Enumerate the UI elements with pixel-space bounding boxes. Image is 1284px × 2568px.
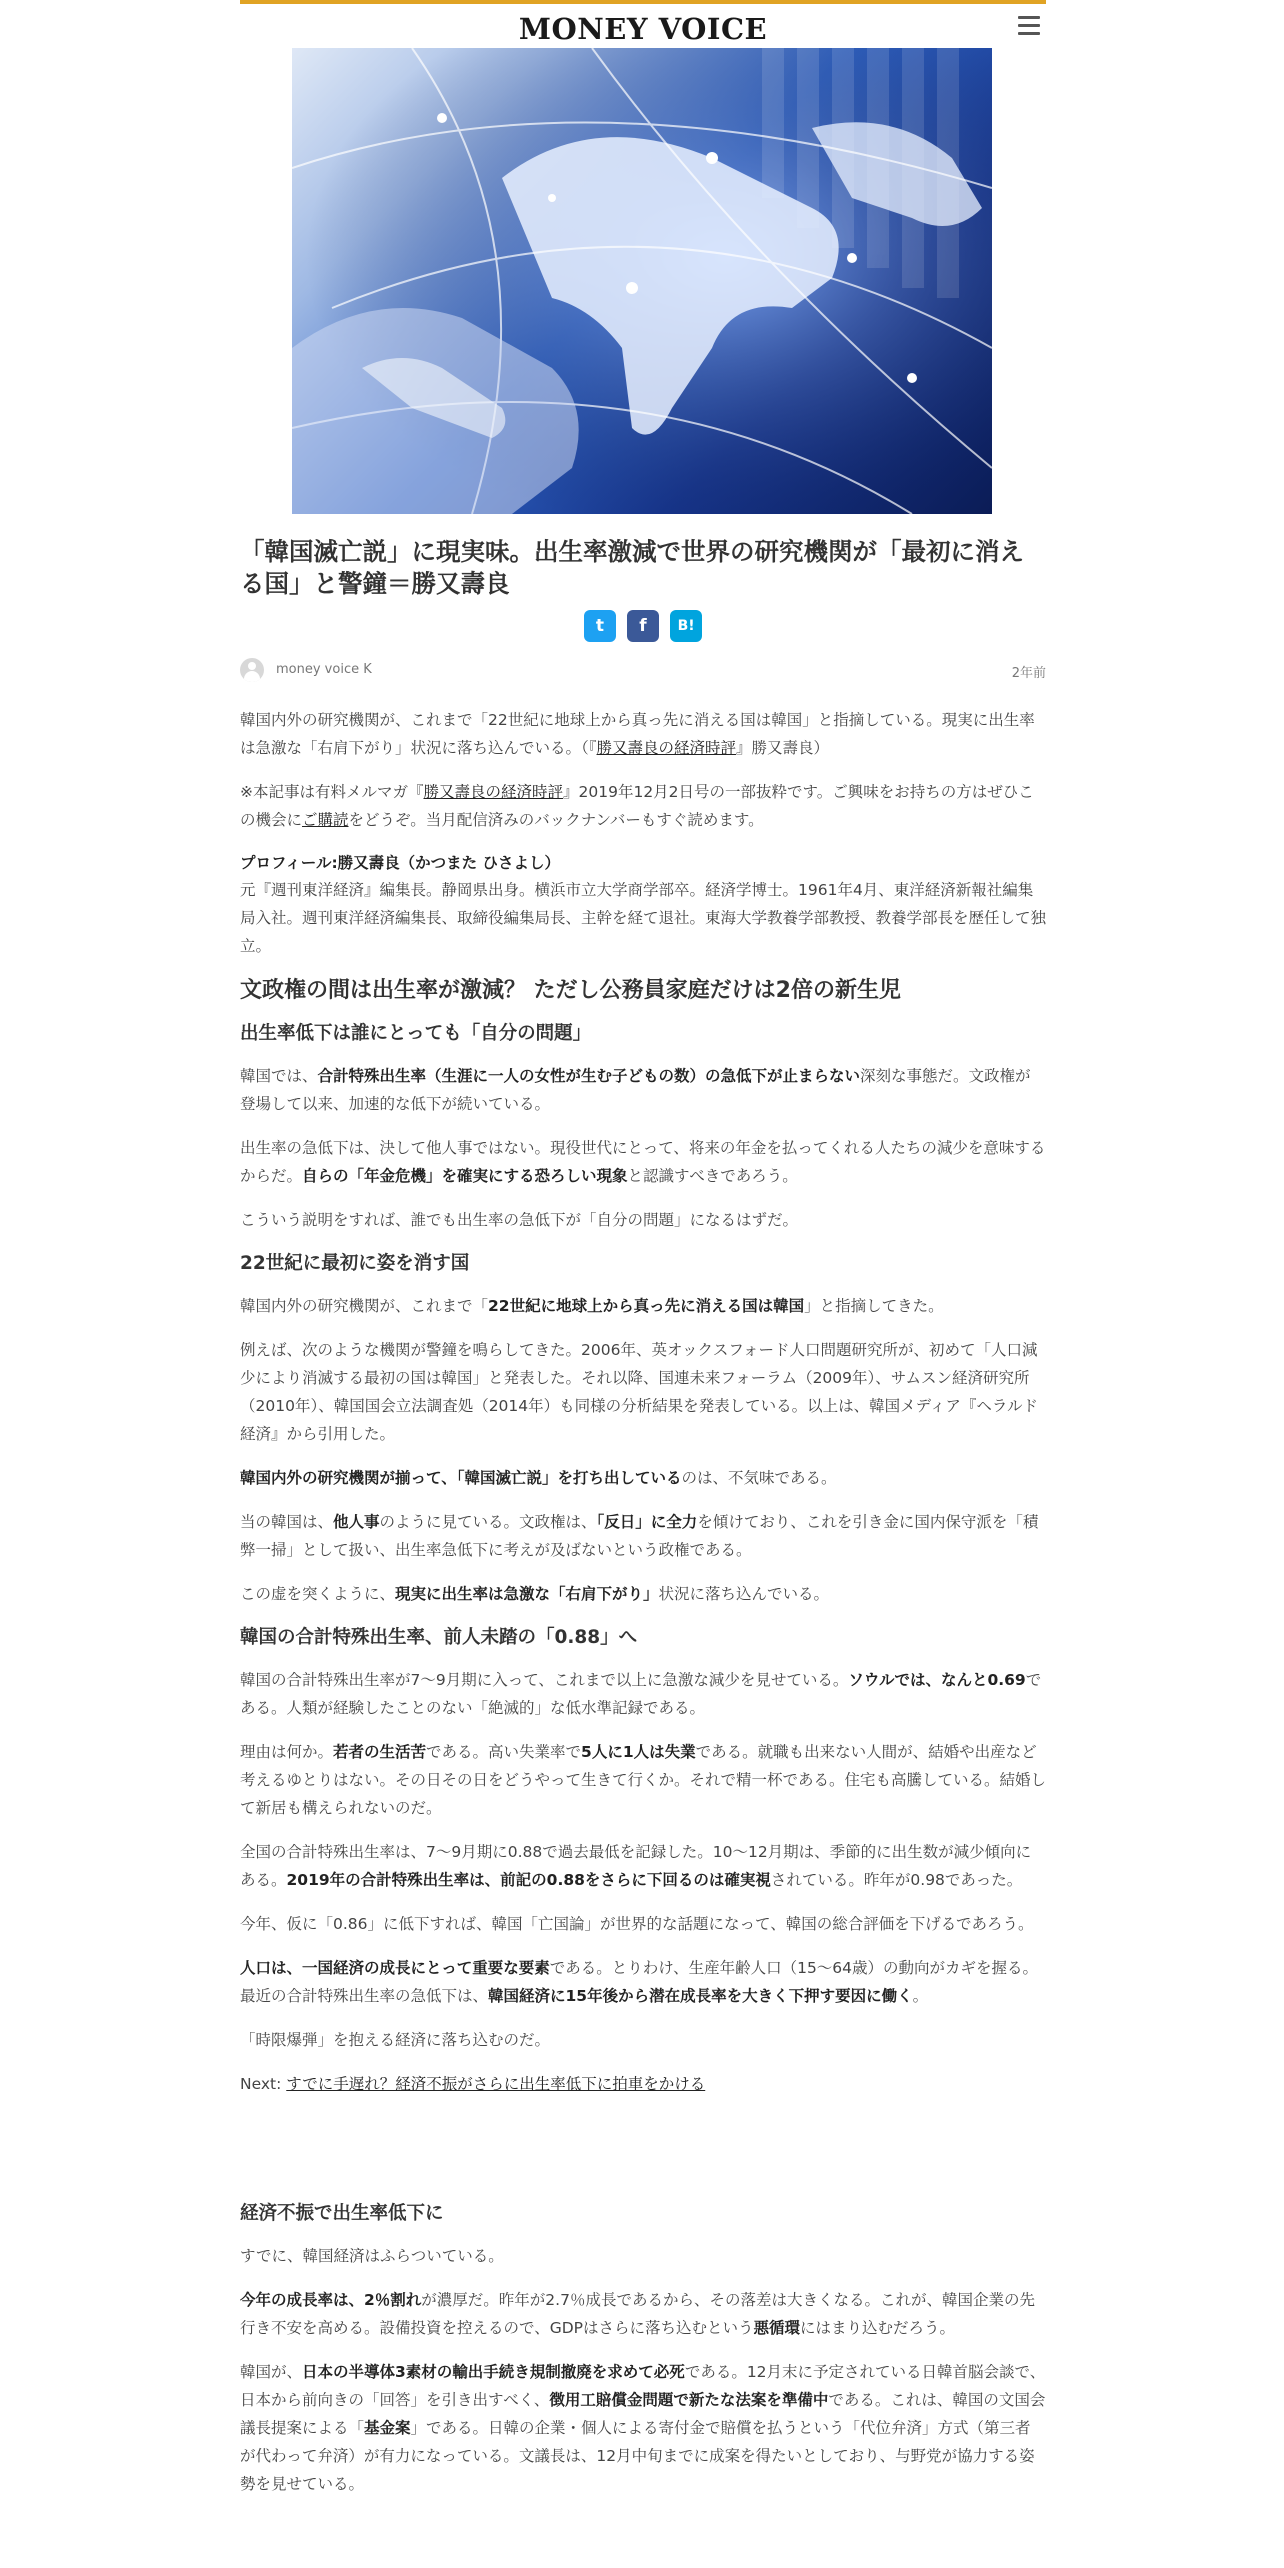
site-logo[interactable]: MONEY VOICE bbox=[518, 12, 768, 46]
next-page-link[interactable]: すでに手遅れ？経済不振がさらに出生率低下に拍車をかける bbox=[286, 2075, 706, 2093]
newsletter-link-2[interactable]: 勝又壽良の経済時評 bbox=[423, 783, 564, 801]
facebook-share-button[interactable] bbox=[627, 610, 659, 642]
paragraph: この虚を突くように、現実に出生率は急激な「右肩下がり」状況に落ち込んでいる。 bbox=[240, 1585, 830, 1603]
subheading-3: 韓国の合計特殊出生率、前人未踏の「0.88」へ bbox=[240, 1627, 638, 1648]
facebook-icon: f bbox=[639, 616, 647, 636]
paragraph: 理由は何か。若者の生活苦である。高い失業率で5人に1人は失業である。就職も出来ない人間が、結婚や出産など考えるゆとりはない。その日その日をどうやって生きて行くか。それで精一杯である。住宅も高騰している。結婚して新居も構えられないのだ。 bbox=[240, 1743, 1047, 1817]
paragraph: 韓国が、日本の半導体3素材の輸出手続き規制撤廃を求めて必死である。12月末に予定されている日韓首脳会談で、日本から前向きの「回答」を引き出すべく、徴用工賠償金問題で新たな法案を準備中である。これは、韓国の文国会議長提案による「基金案」である。日韓の企業・個人による寄付金で賠償を払うという「代位弁済」方式（第三者が代わって弁済）が有力になっている。文議長は、12月中旬までに成案を得たいとしており、与野党が協力する姿勢を見せている。 bbox=[240, 2363, 1046, 2493]
site-header bbox=[240, 0, 1046, 48]
published-time: 2年前 bbox=[1011, 666, 1046, 681]
paragraph: 韓国内外の研究機関が揃って、「韓国滅亡説」を打ち出しているのは、不気味である。 bbox=[240, 1469, 837, 1487]
paragraph: 全国の合計特殊出生率は、7～9月期に0.88で過去最低を記録した。10～12月期は、季節的に出生数が減少傾向にある。2019年の合計特殊出生率は、前記の0.88をさらに下回るのは確実視されている。昨年が0.98であった。 bbox=[240, 1843, 1032, 1889]
profile-body: 元『週刊東洋経済』編集長。静岡県出身。横浜市立大学商学部卒。経済学博士。1961年4月、東洋経済新報社編集局入社。週刊東洋経済編集長、取締役編集局長、主幹を経て退社。東海大学教養学部教授、教養学部長を歴任して独立。 bbox=[240, 881, 1047, 955]
paragraph: 韓国では、合計特殊出生率（生涯に一人の女性が生む子どもの数）の急低下が止まらない深刻な事態だ。文政権が登場して以来、加速的な低下が続いている。 bbox=[240, 1067, 1031, 1113]
paragraph: 出生率の急低下は、決して他人事ではない。現役世代にとって、将来の年金を払ってくれる人たちの減少を意味するからだ。自らの「年金危機」を確実にする恐ろしい現象と認識すべきであろう。 bbox=[240, 1139, 1046, 1185]
paragraph: 今年、仮に「0.86」に低下すれば、韓国「亡国論」が世界的な話題になって、韓国の総合評価を下げるであろう。 bbox=[240, 1915, 1034, 1933]
paragraph: こういう説明をすれば、誰でも出生率の急低下が「自分の問題」になるはずだ。 bbox=[240, 1211, 799, 1229]
subscribe-link[interactable]: ご購読 bbox=[302, 811, 349, 829]
subscription-note: ※本記事は有料メルマガ『勝又壽良の経済時評』2019年12月2日号の一部抜粋です。ご興味をお持ちの方はぜひこの機会にご購読をどうぞ。当月配信済みのバックナンバーもすぐ読めます。 bbox=[240, 783, 1034, 829]
subheading-1: 出生率低下は誰にとっても「自分の問題」 bbox=[240, 1023, 592, 1044]
twitter-icon: t bbox=[595, 616, 604, 636]
paragraph: 韓国内外の研究機関が、これまで「22世紀に地球上から真っ先に消える国は韓国」と指摘してきた。 bbox=[240, 1297, 944, 1315]
author-name[interactable]: money voice K bbox=[276, 662, 372, 677]
article-title: 「韓国滅亡説」に現実味。出生率激減で世界の研究機関が「最初に消える国」と警鐘＝勝又壽良 bbox=[240, 537, 1024, 598]
newsletter-link[interactable]: 勝又壽良の経済時評 bbox=[596, 739, 737, 757]
hatena-bookmark-button[interactable] bbox=[670, 610, 702, 642]
share-buttons bbox=[240, 610, 1046, 644]
hamburger-icon[interactable] bbox=[1018, 16, 1040, 36]
hero-image bbox=[292, 48, 992, 514]
paragraph: 人口は、一国経済の成長にとって重要な要素である。とりわけ、生産年齢人口（15～64歳）の動向がカギを握る。最近の合計特殊出生率の急低下は、韓国経済に15年後から潜在成長率を大きく下押す要因に働く。 bbox=[240, 1959, 1039, 2005]
paragraph: すでに、韓国経済はふらついている。 bbox=[240, 2247, 504, 2265]
paragraph: 韓国の合計特殊出生率が7～9月期に入って、これまで以上に急激な減少を見せている。ソウルでは、なんと0.69である。人類が経験したことのない「絶滅的」な低水準記録である。 bbox=[240, 1671, 1042, 1717]
article bbox=[240, 536, 1046, 2514]
avatar-icon bbox=[240, 658, 264, 682]
profile-heading: プロフィール:勝又壽良（かつまた ひさよし） bbox=[240, 854, 561, 872]
hatena-icon: B! bbox=[677, 618, 695, 634]
paragraph: 例えば、次のような機関が警鐘を鳴らしてきた。2006年、英オックスフォード人口問題研究所が、初めて「人口減少により消滅する最初の国は韓国」と発表した。それ以降、国連未来フォーラム（2009年）、サムスン経済研究所（2010年）、韓国国会立法調査処（2014年）も同様の分析結果を発表している。以上は、韓国メディア『ヘラルド経済』から引用した。 bbox=[240, 1341, 1038, 1443]
author-profile bbox=[240, 850, 1046, 960]
lead-paragraph: 韓国内外の研究機関が、これまで「22世紀に地球上から真っ先に消える国は韓国」と指摘している。現実に出生率は急激な「右肩下がり」状況に落ち込んでいる。（『勝又壽良の経済時評』勝又壽良） bbox=[240, 711, 1035, 757]
subheading-4: 経済不振で出生率低下に bbox=[240, 2203, 444, 2224]
paragraph: 当の韓国は、他人事のように見ている。文政権は、「反日」に全力を傾けており、これを引き金に国内保守派を「積弊一掃」として扱い、出生率急低下に考えが及ばないという政権である。 bbox=[240, 1513, 1039, 1559]
paragraph: 「時限爆弾」を抱える経済に落ち込むのだ。 bbox=[240, 2031, 551, 2049]
section-heading-1: 文政権の間は出生率が激減？ ただし公務員家庭だけは2倍の新生児 bbox=[240, 978, 901, 1003]
globe-network-illustration bbox=[292, 48, 992, 514]
subheading-2: 22世紀に最初に姿を消す国 bbox=[240, 1253, 470, 1274]
article-meta bbox=[240, 654, 1046, 684]
twitter-share-button[interactable] bbox=[584, 610, 616, 642]
next-page: Next: すでに手遅れ？経済不振がさらに出生率低下に拍車をかける bbox=[240, 2075, 706, 2093]
paragraph: 今年の成長率は、2％割れが濃厚だ。昨年が2.7％成長であるから、その落差は大きくなる。これが、韓国企業の先行き不安を高める。設備投資を控えるので、GDPはさらに落ち込むという悪循環にはまり込むだろう。 bbox=[240, 2291, 1035, 2337]
